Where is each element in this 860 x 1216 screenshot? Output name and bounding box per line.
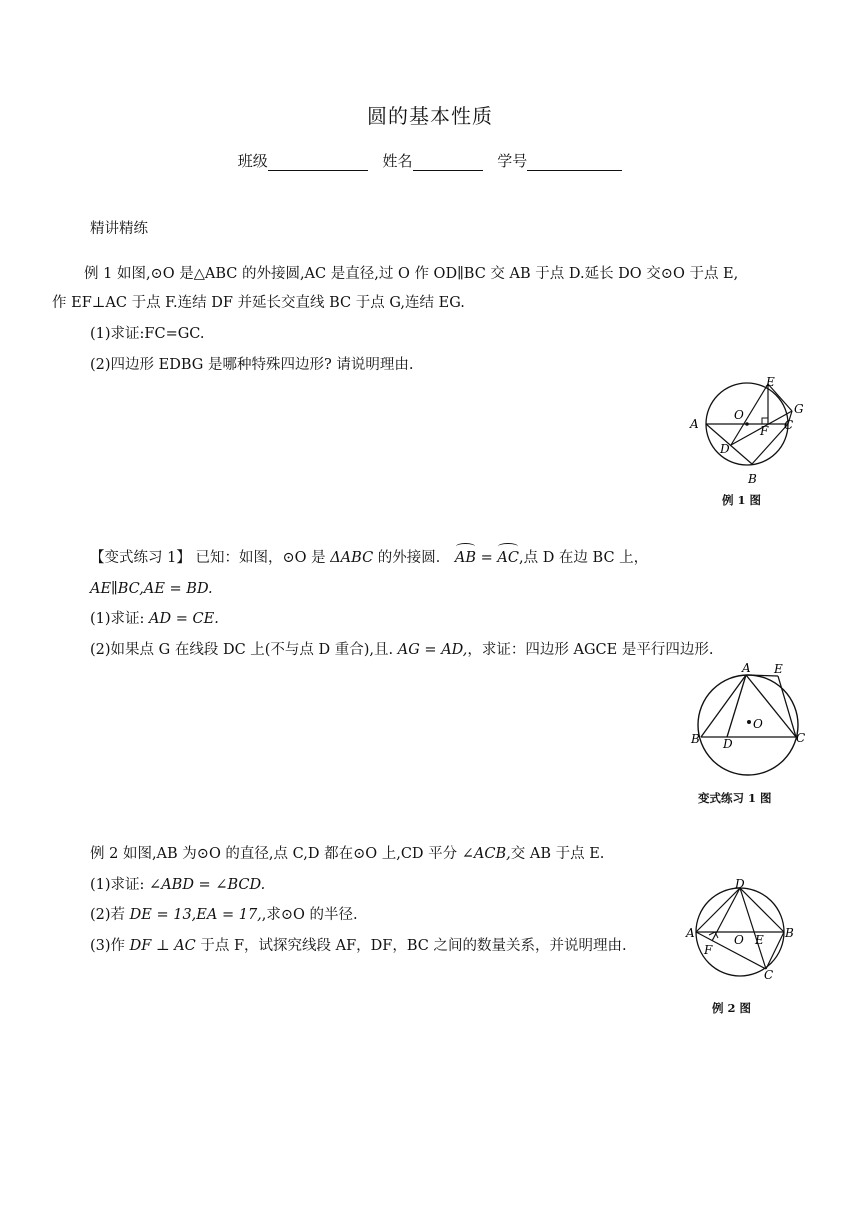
- var1-question1: [90, 608, 219, 630]
- ex2-label-f: F: [704, 943, 713, 957]
- ex1-label-g: G: [794, 402, 804, 416]
- ex2-q3-suffix: 于点 F，试探究线段 AF，DF，BC 之间的数量关系，并说明理由.: [195, 938, 627, 954]
- ex2-question2: [90, 904, 358, 926]
- var1-equals: =: [476, 550, 498, 566]
- ex1-label-o: O: [734, 408, 744, 422]
- ex2-q2-suffix: ,求⊙O 的半径.: [261, 907, 358, 923]
- var1-q1-prefix: (1)求证:: [90, 611, 150, 627]
- var1-mid-text: 的外接圆．: [373, 550, 451, 566]
- var1-line1: [90, 547, 648, 569]
- ex2-label-b: B: [785, 926, 794, 940]
- ex2-q2-prefix: (2)若: [90, 907, 130, 923]
- var1-q2-suffix: ，求证：四边形 AGCE 是平行四边形.: [467, 642, 714, 658]
- ex2-line1-math: ∠ACB,: [461, 846, 511, 862]
- var1-q1-math: AD = CE.: [149, 611, 219, 627]
- id-blank: [527, 154, 622, 171]
- ex2-q3-prefix: (3)作: [90, 938, 130, 954]
- ex1-line2: 作 EF⊥AC 于点 F.连结 DF 并延长交直线 BC 于点 G,连结 EG.: [52, 295, 465, 311]
- var1-q2-prefix: (2)如果点 G 在线段 DC 上(不与点 D 重合),且.: [90, 642, 398, 658]
- ex1-question2: (2)四边形 EDBG 是哪种特殊四边形? 请说明理由.: [90, 357, 414, 373]
- ex2-label-o: O: [734, 933, 744, 947]
- var1-label-e: E: [774, 662, 783, 676]
- page-title: 圆的基本性质: [367, 104, 493, 128]
- ex2-q1-prefix: (1)求证:: [90, 877, 150, 893]
- id-label: 学号: [497, 152, 528, 170]
- var1-head-text: 【变式练习 1】 已知：如图，⊙O 是: [90, 550, 331, 566]
- ex1-line1: 例 1 如图,⊙O 是△ABC 的外接圆,AC 是直径,过 O 作 OD∥BC 交 AB 于点 D.延长 DO 交⊙O 于点 E,: [84, 266, 739, 282]
- ex1-label-d: D: [720, 442, 730, 456]
- var1-label-c: C: [796, 731, 806, 745]
- var1-label-o: O: [753, 717, 763, 731]
- var1-figure: [686, 660, 810, 786]
- var1-q2-math: AG = AD,: [397, 642, 468, 658]
- var1-arc-ac: AC: [497, 547, 519, 569]
- name-blank: [413, 154, 483, 171]
- var1-question2: [90, 639, 713, 661]
- name-label: 姓名: [382, 152, 413, 170]
- ex2-q1-math: ∠ABD = ∠BCD.: [149, 877, 266, 893]
- ex1-label-e: E: [766, 375, 775, 389]
- ex1-question1: (1)求证:FC=GC.: [90, 326, 205, 342]
- ex2-label-c: C: [764, 968, 774, 982]
- var1-label-b: B: [691, 732, 700, 746]
- ex1-figure: [686, 372, 810, 484]
- ex1-label-c: C: [784, 418, 794, 432]
- section-heading: 精讲精练: [90, 221, 148, 237]
- var1-tail-text: ,点 D 在边 BC 上，: [518, 550, 649, 566]
- var1-triangle: ΔABC: [330, 550, 374, 566]
- class-label: 班级: [237, 152, 268, 170]
- ex2-q3-math: DF ⊥ AC: [129, 938, 196, 954]
- var1-label-a: A: [742, 661, 751, 675]
- student-info-row: [0, 150, 860, 171]
- ex2-label-a: A: [686, 926, 695, 940]
- ex1-label-b: B: [748, 472, 757, 486]
- ex2-line1-suffix: 交 AB 于点 E.: [510, 846, 605, 862]
- ex2-q2-math: DE = 13,EA = 17,: [129, 907, 262, 923]
- ex1-caption: 例 1 图: [722, 493, 762, 507]
- class-blank: [268, 154, 368, 171]
- ex2-caption: 例 2 图: [712, 1001, 752, 1015]
- ex1-label-a: A: [690, 417, 699, 431]
- var1-arc-ab: AB: [455, 547, 476, 569]
- var1-line2: AE∥BC,AE = BD.: [90, 581, 213, 597]
- ex2-label-e: E: [755, 933, 764, 947]
- var1-caption: 变式练习 1 图: [698, 791, 772, 805]
- ex2-line1-prefix: 例 2 如图,AB 为⊙O 的直径,点 C,D 都在⊙O 上,CD 平分: [90, 846, 462, 862]
- ex1-label-f: F: [760, 424, 769, 438]
- ex2-line1: [90, 843, 604, 865]
- ex2-question3: [90, 935, 627, 957]
- ex2-figure: [688, 876, 800, 980]
- var1-label-d: D: [723, 737, 733, 751]
- ex2-question1: [90, 874, 265, 896]
- ex2-label-d: D: [735, 877, 745, 891]
